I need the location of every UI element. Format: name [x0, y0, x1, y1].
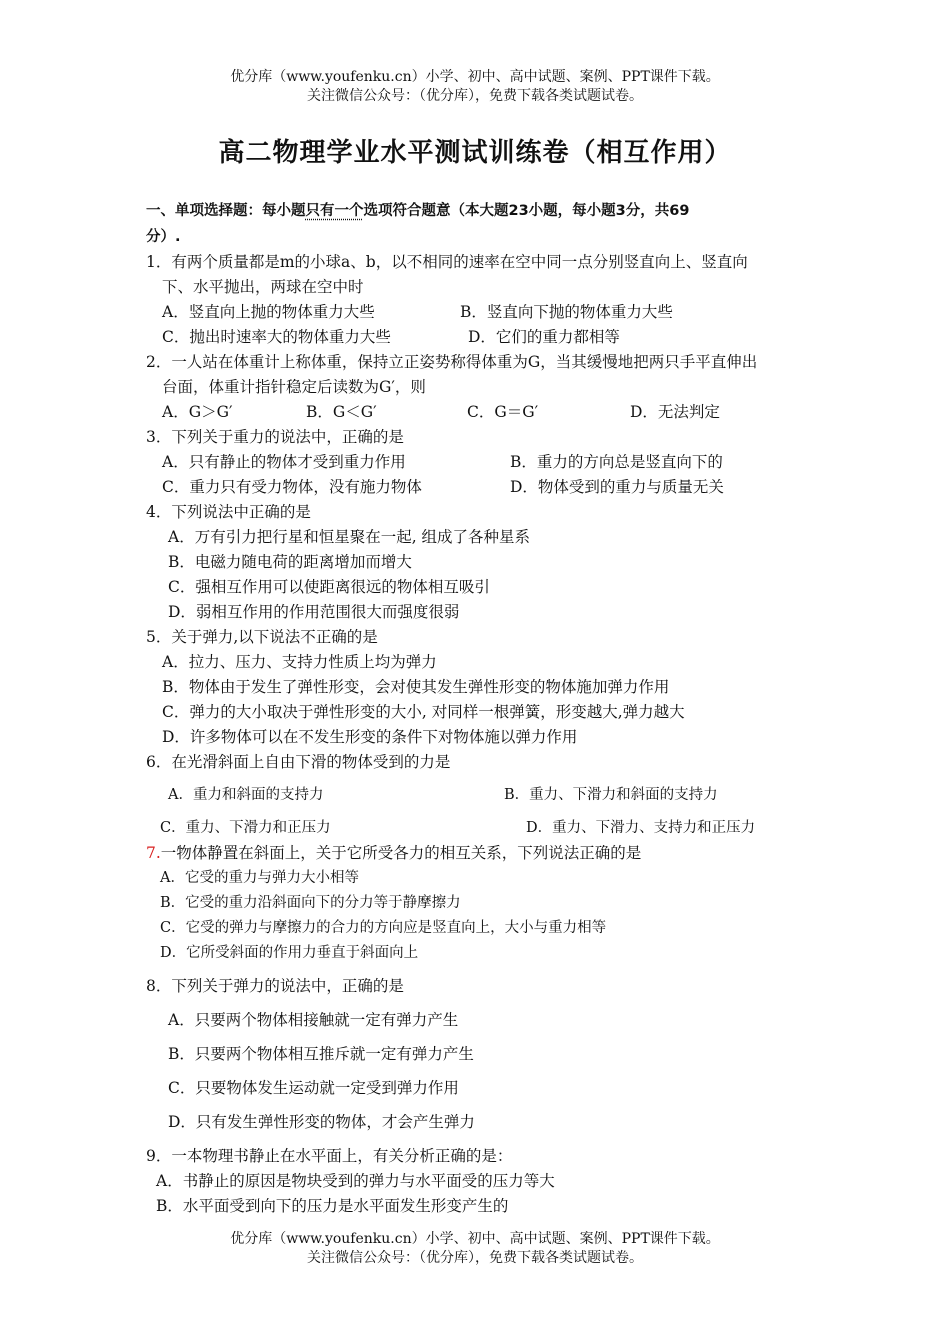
question-2-option-c: C．G＝G′ — [467, 403, 539, 421]
question-6-option-c: C．重力、下滑力和正压力 — [160, 820, 331, 836]
question-4-option-d: D．弱相互作用的作用范围很大而强度很弱 — [168, 603, 460, 621]
footer-line-2: 关注微信公众号：（优分库），免费下载各类试题试卷。 — [307, 1250, 643, 1266]
question-2-option-b: B．G＜G′ — [306, 403, 377, 421]
section-heading-emphasis: 只有一个 — [305, 203, 364, 219]
question-6-stem: 6．在光滑斜面上自由下滑的物体受到的力是 — [146, 753, 451, 771]
question-6-option-d: D．重力、下滑力、支持力和正压力 — [526, 820, 756, 836]
header-line-1: 优分库（www.youfenku.cn）小学、初中、高中试题、案例、PPT课件下载。 — [230, 69, 720, 85]
question-7-option-b: B．它受的重力沿斜面向下的分力等于静摩擦力 — [160, 895, 461, 911]
question-3-option-c: C．重力只有受力物体，没有施力物体 — [162, 478, 422, 496]
question-5-option-c: C．弹力的大小取决于弹性形变的大小, 对同样一根弹簧，形变越大,弹力越大 — [162, 703, 685, 721]
question-4-stem: 4．下列说法中正确的是 — [146, 503, 311, 521]
question-2-option-a: A．G＞G′ — [162, 403, 233, 421]
question-7-option-a: A．它受的重力与弹力大小相等 — [160, 870, 359, 886]
question-2-stem: 2．一人站在体重计上称体重，保持立正姿势称得体重为G，当其缓慢地把两只手平直伸出 — [146, 353, 758, 371]
question-4-option-b: B．电磁力随电荷的距离增加而增大 — [168, 553, 412, 571]
question-8-option-b: B．只要两个物体相互推斥就一定有弹力产生 — [168, 1045, 474, 1063]
page-title: 高二物理学业水平测试训练卷（相互作用） — [218, 138, 732, 168]
question-1-stem: 1．有两个质量都是m的小球a、b，以不相同的速率在空中同一点分别竖直向上、竖直向 — [146, 253, 748, 271]
section-heading-post: 选项符合题意（本大题23小题，每小题3分，共69 — [363, 203, 690, 219]
question-9-option-b: B．水平面受到向下的压力是水平面发生形变产生的 — [156, 1197, 509, 1215]
question-3-stem: 3．下列关于重力的说法中，正确的是 — [146, 428, 404, 446]
question-9-stem: 9．一本物理书静止在水平面上，有关分析正确的是： — [146, 1147, 513, 1165]
question-5-option-d: D．许多物体可以在不发生形变的条件下对物体施以弹力作用 — [162, 728, 578, 746]
question-7-stem — [146, 843, 641, 863]
question-4-option-c: C．强相互作用可以使距离很远的物体相互吸引 — [168, 578, 490, 596]
question-3-option-b: B．重力的方向总是竖直向下的 — [510, 453, 723, 471]
question-1-option-c: C．抛出时速率大的物体重力大些 — [162, 328, 391, 346]
question-6-option-b: B．重力、下滑力和斜面的支持力 — [504, 787, 718, 803]
question-5-option-a: A．拉力、压力、支持力性质上均为弹力 — [162, 653, 437, 671]
question-8-option-d: D．只有发生弹性形变的物体，才会产生弹力 — [168, 1113, 475, 1131]
question-2-stem-cont: 台面，体重计指针稳定后读数为G′，则 — [162, 378, 426, 396]
question-4-option-a: A．万有引力把行星和恒星聚在一起, 组成了各种星系 — [168, 528, 531, 546]
question-7-stem-text: 一物体静置在斜面上，关于它所受各力的相互关系，下列说法正确的是 — [160, 844, 642, 862]
question-3-option-d: D．物体受到的重力与质量无关 — [510, 478, 724, 496]
question-2-option-d: D．无法判定 — [630, 403, 720, 421]
question-7-option-c: C．它受的弹力与摩擦力的合力的方向应是竖直向上，大小与重力相等 — [160, 920, 607, 936]
question-3-option-a: A．只有静止的物体才受到重力作用 — [162, 453, 406, 471]
question-5-stem: 5．关于弹力,以下说法不正确的是 — [146, 628, 378, 646]
question-7-option-d: D．它所受斜面的作用力垂直于斜面向上 — [160, 945, 419, 961]
question-6-option-a: A．重力和斜面的支持力 — [168, 787, 324, 803]
question-1-option-d: D．它们的重力都相等 — [468, 328, 620, 346]
question-9-option-a: A．书静止的原因是物块受到的弹力与水平面受的压力等大 — [156, 1172, 555, 1190]
question-8-stem: 8．下列关于弹力的说法中，正确的是 — [146, 977, 404, 995]
question-8-option-a: A．只要两个物体相接触就一定有弹力产生 — [168, 1011, 459, 1029]
question-5-option-b: B．物体由于发生了弹性形变，会对使其发生弹性形变的物体施加弹力作用 — [162, 678, 670, 696]
section-heading — [146, 201, 689, 221]
section-heading-pre: 一、单项选择题：每小题 — [146, 203, 306, 219]
question-8-option-c: C．只要物体发生运动就一定受到弹力作用 — [168, 1079, 459, 1097]
question-7-number: 7. — [146, 844, 161, 862]
question-1-option-b: B．竖直向下抛的物体重力大些 — [460, 303, 673, 321]
question-1-stem-cont: 下、水平抛出，两球在空中时 — [162, 278, 364, 296]
footer-line-1: 优分库（www.youfenku.cn）小学、初中、高中试题、案例、PPT课件下载。 — [230, 1231, 720, 1247]
header-line-2: 关注微信公众号：（优分库），免费下载各类试题试卷。 — [307, 88, 643, 104]
question-1-option-a: A．竖直向上抛的物体重力大些 — [162, 303, 375, 321]
section-heading-line-2: 分）. — [146, 229, 181, 245]
